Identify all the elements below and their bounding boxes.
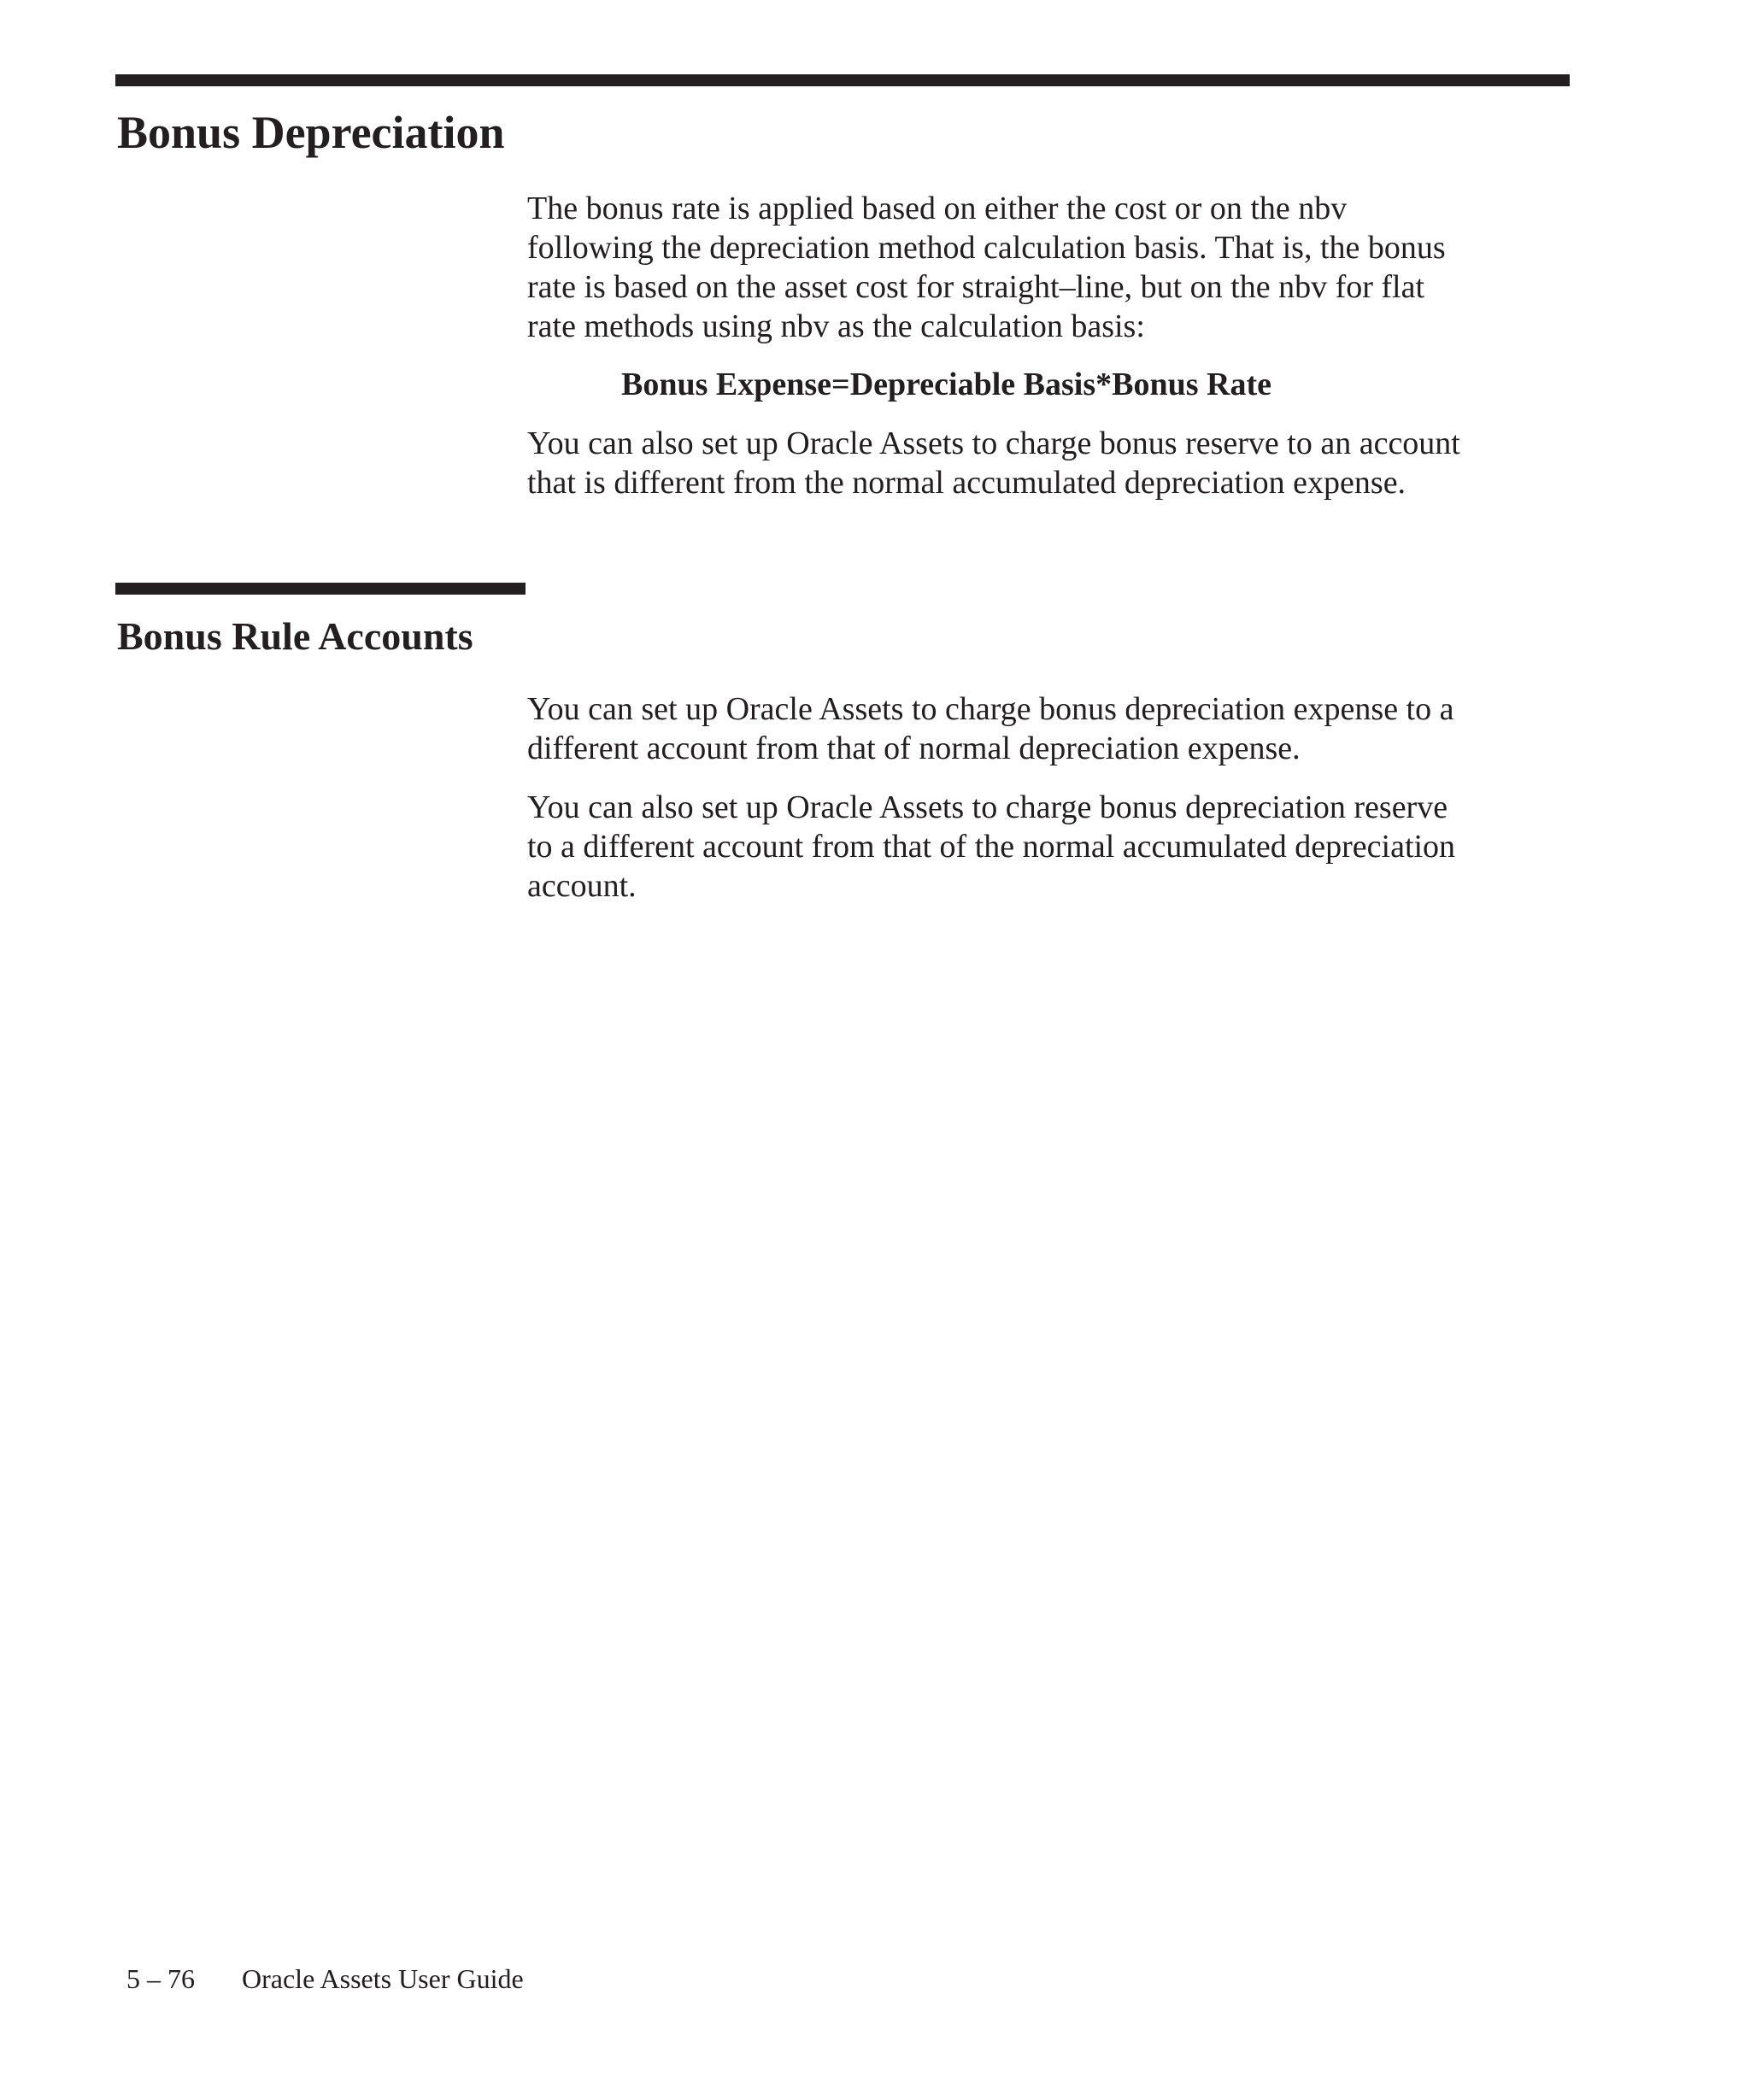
text-line: You can also set up Oracle Assets to charge bonus depreciation reserve [527, 789, 1448, 825]
section-rule-short [115, 583, 526, 595]
text-line: You can set up Oracle Assets to charge bonus depreciation expense to a [527, 691, 1454, 727]
footer-book-title: Oracle Assets User Guide [242, 1963, 524, 1994]
text-line: following the depreciation method calculation basis. That is, the bonus [527, 230, 1446, 266]
text-line: rate methods using nbv as the calculation basis: [527, 308, 1145, 344]
text-line: that is different from the normal accumulated depreciation expense. [527, 465, 1406, 501]
text-line: The bonus rate is applied based on either the cost or on the nbv [527, 191, 1348, 226]
paragraph-bonus-reserve-account [527, 788, 1574, 906]
section-title-bonus-rule-accounts: Bonus Rule Accounts [117, 614, 473, 658]
paragraph-bonus-rate [527, 189, 1574, 346]
paragraph-bonus-expense-account [527, 689, 1574, 768]
section-rule-top [115, 74, 1570, 86]
footer-page-number: 5 – 76 [126, 1963, 195, 1994]
text-line: to a different account from that of the normal accumulated depreciation [527, 829, 1456, 865]
bonus-expense-formula: Bonus Expense=Depreciable Basis*Bonus Rate [621, 367, 1272, 402]
text-line: different account from that of normal depreciation expense. [527, 730, 1301, 766]
section-title-bonus-depreciation: Bonus Depreciation [117, 107, 505, 158]
text-line: account. [527, 868, 637, 904]
paragraph-bonus-reserve [527, 424, 1574, 502]
text-line: rate is based on the asset cost for straight–line, but on the nbv for flat [527, 269, 1425, 305]
text-line: You can also set up Oracle Assets to charge bonus reserve to an account [527, 425, 1460, 461]
